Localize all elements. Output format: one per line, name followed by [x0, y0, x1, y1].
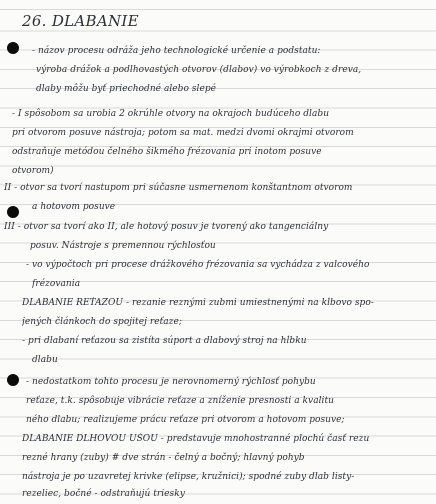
- text-line: otvorom): [12, 166, 54, 176]
- text-line: dlaby môžu byť priechodné alebo slepé: [36, 84, 217, 94]
- text-line: DLABANIE REŤAZOU - rezanie reznými zubmi umiestnenými na kĺbovo spo-: [22, 298, 374, 308]
- text-line: výroba drážok a podlhovastých otvorov (dlabov) vo výrobkoch z dreva,: [36, 65, 362, 75]
- binder-hole: [7, 42, 19, 54]
- text-line: odstraňuje metódou čelného šikmého frézovania pri inotom posuve: [12, 147, 322, 157]
- text-line: reťaze, t.k. spôsobuje vibrácie reťaze a zníženie presnosti a kvalitu: [26, 396, 334, 406]
- page-title: 26. DLABANIE: [22, 12, 139, 30]
- text-line: nástroja je po uzavretej krivke (elipse, kružnici); spodné zuby dlab listy-: [22, 472, 355, 482]
- text-line: - názov procesu odráža jeho technologické určenie a podstatu:: [32, 46, 321, 56]
- text-line: dlabu: [32, 355, 58, 365]
- text-line: rezné hrany (zuby) # dve strán - čelný a bočný; hlavný pohyb: [22, 453, 305, 463]
- text-line: posuv. Nástroje s premennou rýchlosťou: [30, 241, 216, 251]
- text-line: frézovania: [32, 279, 81, 289]
- binder-hole: [7, 374, 19, 386]
- text-line: pri otvorom posuve nástroja; potom sa mat. medzi dvomi okrajmi otvorom: [12, 128, 354, 138]
- text-line: ného dlabu; realizujeme prácu reťaze pri otvorom a hotovom posuve;: [26, 415, 345, 425]
- binder-hole: [7, 206, 19, 218]
- text-line: III - otvor sa tvorí ako II, ale hotový posuv je tvorený ako tangenciálny: [4, 222, 329, 232]
- text-line: - pri dlabaní reťazou sa zistíta súport a dlabový stroj na hĺbku: [22, 336, 307, 346]
- text-line: DLABANIE DLHOVOU UŠOU - predstavuje mnohostranné plochú časť rezu: [22, 434, 370, 444]
- text-line: - I spôsobom sa urobia 2 okrúhle otvory na okrajoch budúceho dlabu: [12, 109, 330, 119]
- text-line: rezeliec, bočné - odstraňujú triesky: [22, 489, 185, 499]
- text-line: - nedostatkom tohto procesu je nerovnomerný rýchlosť pohybu: [26, 377, 316, 387]
- text-line: jených článkoch do spojitej reťaze;: [22, 317, 182, 327]
- text-line: - vo výpočtoch pri procese drážkového frézovania sa vychádza z valcového: [26, 260, 370, 270]
- text-line: a hotovom posuve: [32, 202, 116, 212]
- text-line: II - otvor sa tvorí nastupom pri súčasne usmernenom konštantnom otvorom: [4, 183, 353, 193]
